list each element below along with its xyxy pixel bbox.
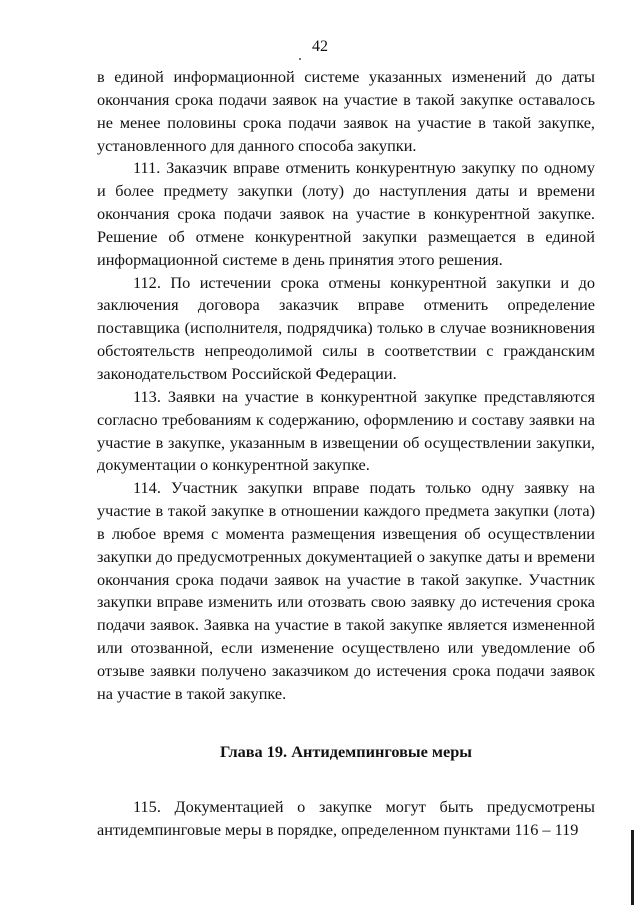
paragraph-112: 112. По истечении срока отмены конкурентной закупки и до заключения договора заказчик вправе отменить определение поставщика (исполнителя, подрядчика) только в случае возникновения обстоятельств непреодолимой силы в соответствии с гражданским законодательством Российской Федерации.	[97, 272, 595, 383]
scan-edge-mark	[631, 830, 634, 905]
page-number: 42	[312, 38, 328, 55]
paragraph-continuation: в единой информационной системе указанных изменений до даты окончания срока подачи заявок на участие в такой закупке оставалось не менее половины срока подачи заявок на участие в такой закупке, установленного для данного способа закупки.	[97, 67, 595, 155]
scan-dot	[299, 58, 301, 60]
chapter-heading: Глава 19. Антидемпинговые меры	[219, 741, 473, 761]
paragraph-114: 114. Участник закупки вправе подать только одну заявку на участие в такой закупке в отношении каждого предмета закупки (лота) в любое время с момента размещения извещения об осуществлении закупки до предусмотренных документацией о закупке даты и времени окончания срока подачи заявок на участие в такой закупке. Участник закупки вправе изменить или отозвать свою заявку до истечения срока подачи заявок. Заявка на участие в такой закупке является измененной или отозванной, если изменение осуществлено или уведомление об отзыве заявки получено заказчиком до истечения срока подачи заявок на участие в такой закупке.	[97, 478, 595, 703]
paragraph-113: 113. Заявки на участие в конкурентной закупке представляются согласно требованиям к содержанию, оформлению и составу заявки на участие в закупке, указанным в извещении об осуществлении закупки, документации о конкурентной закупке.	[97, 386, 595, 475]
paragraph-111: 111. Заказчик вправе отменить конкурентную закупку по одному и более предмету закупки (лоту) до наступления даты и времени окончания срока подачи заявок на участие в конкурентной закупке. Решение об отмене конкурентной закупки размещается в единой информационной системе в день принятия этого решения.	[97, 158, 595, 269]
document-body	[97, 66, 595, 842]
paragraph-115: 115. Документацией о закупке могут быть предусмотрены антидемпинговые меры в порядке, определенном пунктами 116 – 119	[97, 797, 595, 840]
